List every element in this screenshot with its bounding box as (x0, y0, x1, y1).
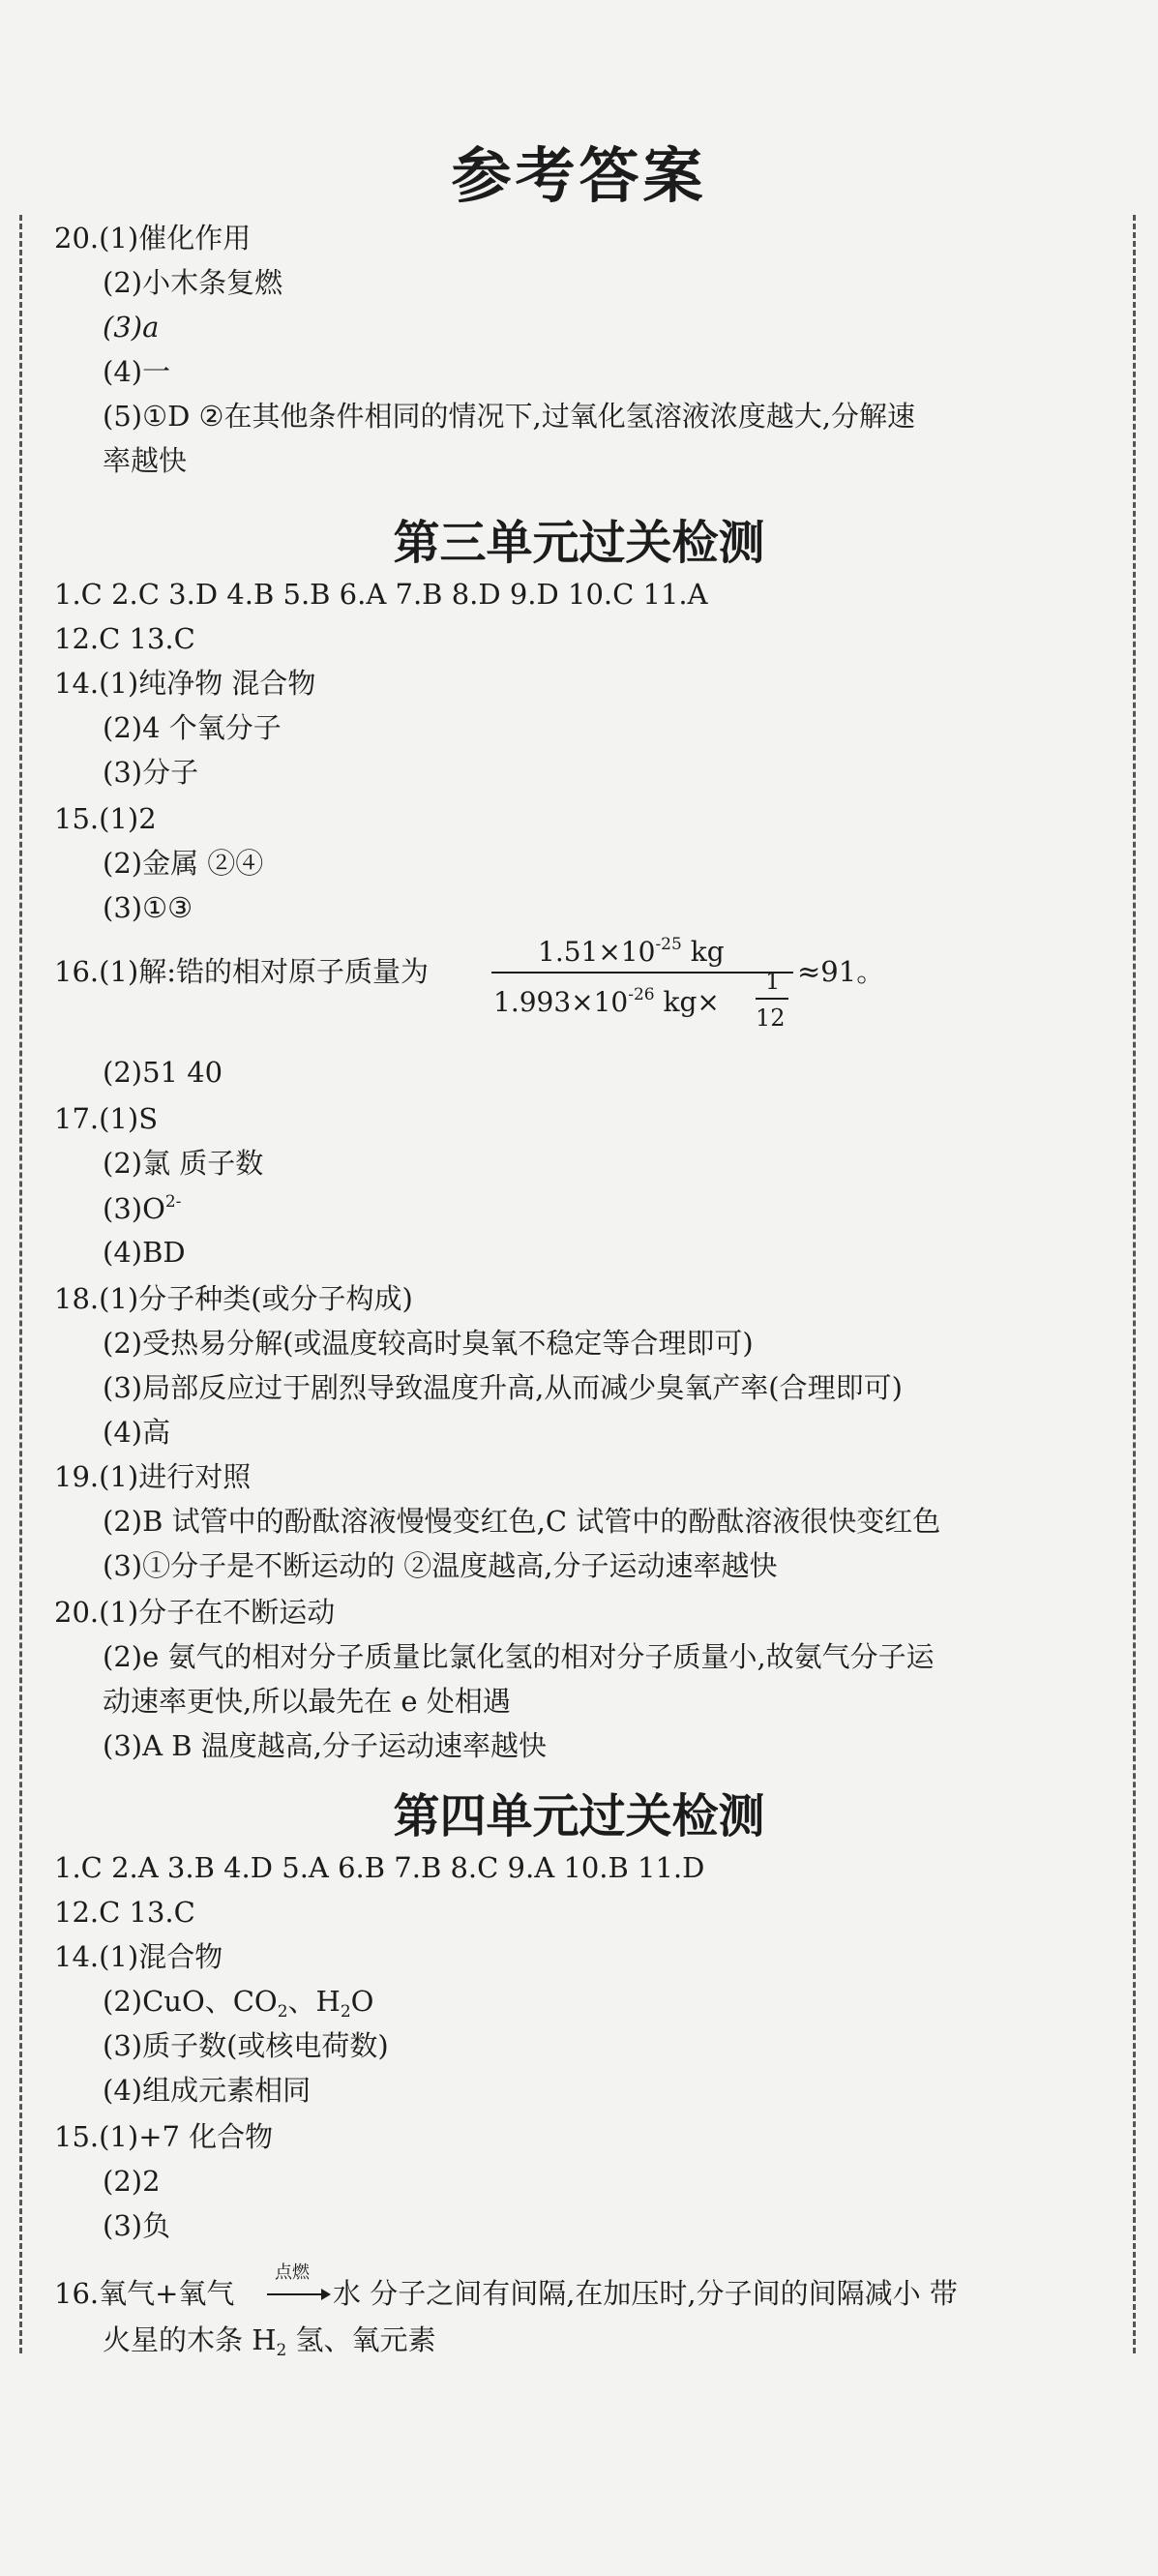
answer-line: 动速率更快,所以最先在 e 处相遇 (103, 1685, 511, 1718)
small-fraction-bar (756, 998, 788, 1000)
mc-answers: 12.C 13.C (54, 622, 195, 655)
answer-line: (3)A B 温度越高,分子运动速率越快 (103, 1729, 547, 1762)
answer-line: (5)①D ②在其他条件相同的情况下,过氧化氢溶液浓度越大,分解速 (103, 400, 915, 433)
answer-line: (2)氯 质子数 (103, 1147, 264, 1180)
answer-line: 18.(1)分子种类(或分子构成) (54, 1282, 413, 1315)
answer-line: 17.(1)S (54, 1102, 159, 1135)
fraction-bar (491, 972, 793, 973)
answer-line: (2)51 40 (103, 1056, 223, 1089)
answer-line: (3)①分子是不断运动的 ②温度越高,分子运动速率越快 (103, 1549, 778, 1582)
answer-line: (2)金属 ②④ (103, 847, 264, 880)
arrow-head-icon (321, 2289, 331, 2300)
small-fraction-numerator: 1 (765, 968, 781, 995)
answer-line: (2)B 试管中的酚酞溶液慢慢变红色,C 试管中的酚酞溶液很快变红色 (103, 1505, 941, 1538)
answer-line: $(3)O^{2-}$ (103, 1192, 182, 1225)
mc-answers: 12.C 13.C (54, 1896, 195, 1929)
answer-line: 20.(1)催化作用 (54, 222, 252, 255)
answer-line: 15.(1)2 (54, 802, 157, 835)
answer-line: (3)局部反应过于剧烈导致温度升高,从而减少臭氧产率(合理即可) (103, 1371, 903, 1404)
answer-line: (4)高 (103, 1416, 171, 1449)
answer-line: (3)①③ (103, 891, 193, 924)
answer-line: (3)质子数(或核电荷数) (103, 2029, 389, 2062)
answer-line: (4)一 (103, 355, 171, 388)
answer-line: (2)小木条复燃 (103, 266, 283, 299)
answer-line: 15.(1)+7 化合物 (54, 2120, 274, 2153)
mc-answers: 1.C 2.A 3.B 4.D 5.A 6.B 7.B 8.C 9.A 10.B 11.D (54, 1851, 705, 1884)
answer-line: (3)负 (103, 2209, 171, 2242)
answer-line: 火星的木条 $H_2$ 氢、氧元素 (103, 2323, 436, 2360)
answer-line: 20.(1)分子在不断运动 (54, 1596, 336, 1629)
answer-line: 16.氧气+氧气 (54, 2277, 235, 2310)
section-title-unit3: 第三单元过关检测 (393, 516, 765, 570)
answer-line: (4)组成元素相同 (103, 2074, 312, 2107)
section-title-unit4: 第四单元过关检测 (393, 1789, 765, 1843)
fraction-result: ≈91。 (797, 955, 885, 988)
answer-line: (2)e 氨气的相对分子质量比氯化氢的相对分子质量小,故氨气分子运 (103, 1640, 935, 1673)
answer-line: (2)4 个氧分子 (103, 711, 282, 744)
answer-line: (3)分子 (103, 756, 199, 789)
answer-line: 14.(1)混合物 (54, 1940, 223, 1973)
answer-line: (4)BD (103, 1236, 186, 1269)
answer-line: (3)a (103, 311, 160, 344)
page-title: 参考答案 (451, 140, 707, 211)
small-fraction-denominator: 12 (756, 1004, 786, 1032)
answer-line: 14.(1)纯净物 混合物 (54, 667, 316, 700)
answer-line: 19.(1)进行对照 (54, 1460, 252, 1493)
fraction-numerator: $1.51\times 10^{-25}$ kg (538, 935, 725, 968)
answer-line: 率越快 (103, 444, 188, 477)
answer-line: (2)受热易分解(或温度较高时臭氧不稳定等合理即可) (103, 1327, 754, 1360)
reaction-arrow (267, 2293, 325, 2295)
answer-line: 16.(1)解:锆的相对原子质量为 (54, 955, 429, 988)
answer-line: 水 分子之间有间隔,在加压时,分子间的间隔减小 带 (333, 2277, 958, 2310)
answer-line: (2)2 (103, 2165, 161, 2198)
fraction-denominator: $1.993\times 10^{-26}$ kg× (493, 985, 720, 1018)
answer-line: (2)CuO、$CO_2$、$H_2O$ (103, 1985, 374, 2022)
mc-answers: 1.C 2.C 3.D 4.B 5.B 6.A 7.B 8.D 9.D 10.C 11.A (54, 578, 708, 611)
reaction-condition: 点燃 (275, 2262, 310, 2283)
